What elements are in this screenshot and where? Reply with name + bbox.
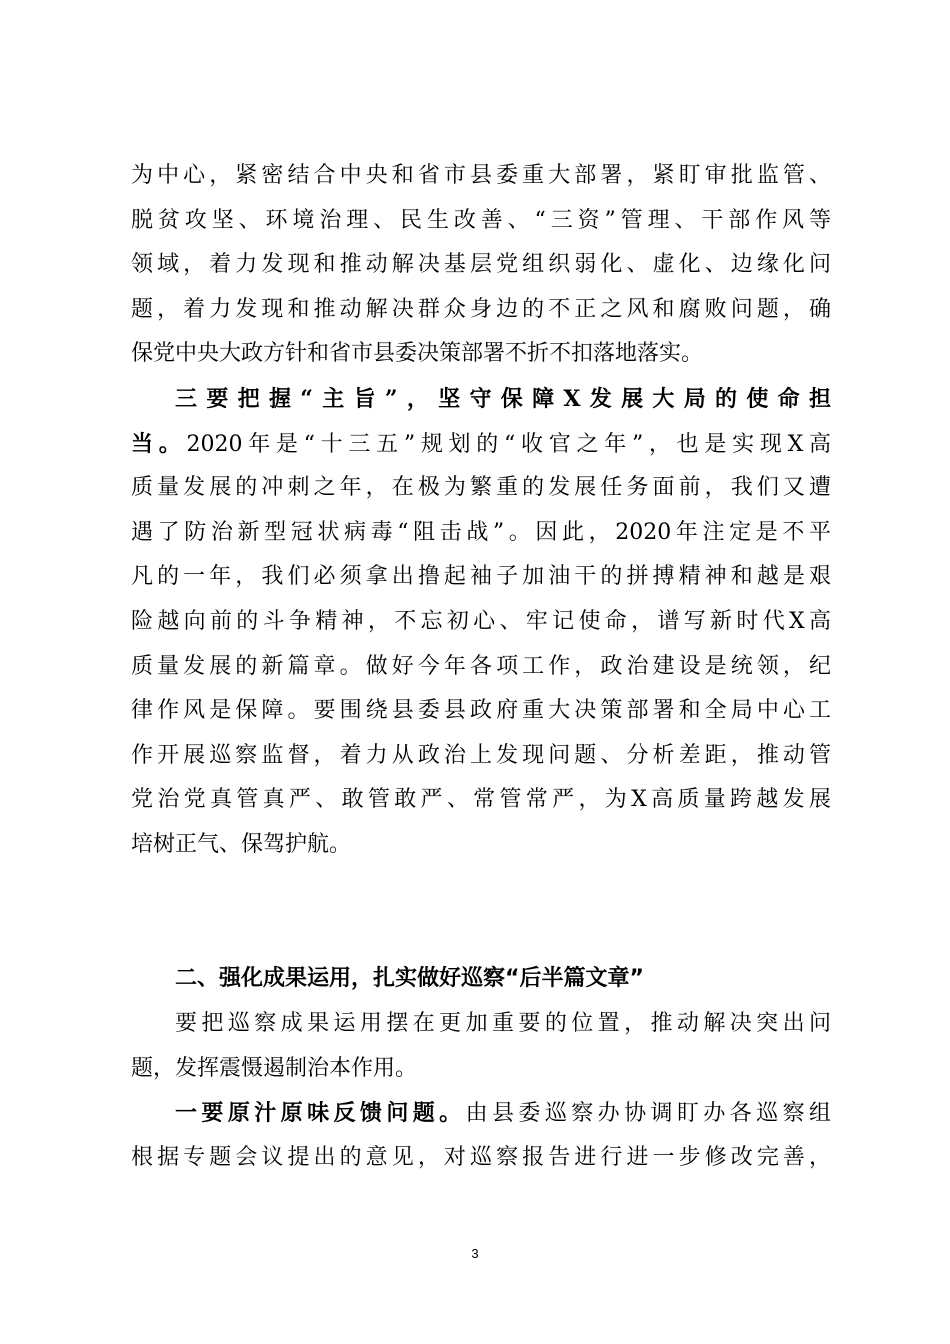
paragraph-1 — [131, 154, 831, 377]
paragraph-2 — [131, 377, 831, 868]
paragraph-lead: 三要把握“主旨”，坚守保障X发展大局的使命担 — [175, 386, 831, 412]
page-number: 3 — [471, 1246, 479, 1261]
text-line: 险越向前的斗争精神，不忘初心、牢记使命，谱写新时代X高 — [131, 608, 831, 634]
text-line: 题，着力发现和推动解决群众身边的不正之风和腐败问题，确 — [131, 296, 831, 322]
section-heading-2 — [131, 957, 831, 1002]
text-line: 领域，着力发现和推动解决基层党组织弱化、虚化、边缘化问 — [131, 252, 831, 278]
text-line: 题，发挥震慑遏制治本作用。 — [131, 1055, 418, 1081]
text-line: 保党中央大政方针和省市县委决策部署不折不扣落地落实。 — [131, 341, 704, 367]
text-line: 脱贫攻坚、环境治理、民生改善、“三资”管理、干部作风等 — [131, 207, 831, 233]
paragraph-lead-tail: 当。 — [131, 430, 187, 457]
paragraph-lead: 一要原汁原味反馈问题。 — [175, 1100, 466, 1126]
text-line: 培树正气、保驾护航。 — [131, 831, 352, 857]
text-line: 质量发展的新篇章。做好今年各项工作，政治建设是统领，纪 — [131, 653, 831, 679]
text-line: 质量发展的冲刺之年，在极为繁重的发展任务面前，我们又遭 — [131, 475, 831, 501]
text-line: 根据专题会议提出的意见，对巡察报告进行进一步修改完善， — [131, 1144, 831, 1170]
text-line: 律作风是保障。要围绕县委县政府重大决策部署和全局中心工 — [131, 698, 831, 724]
paragraph-3 — [131, 1002, 831, 1091]
text-line: 遇了防治新型冠状病毒“阻击战”。因此，2020年注定是不平 — [131, 519, 831, 545]
text-line: 作开展巡察监督，着力从政治上发现问题、分析差距，推动管 — [131, 742, 831, 768]
text-line: 要把巡察成果运用摆在更加重要的位置，推动解决突出问 — [175, 1011, 831, 1036]
text-line: 党治党真管真严、敢管敢严、常管常严，为X高质量跨越发展 — [131, 787, 831, 813]
text-line — [131, 1091, 831, 1136]
text-line: 为中心，紧密结合中央和省市县委重大部署，紧盯审批监管、 — [131, 163, 831, 188]
text-segment: 由县委巡察办协调盯办各巡察组 — [465, 1101, 831, 1126]
text-line: 凡的一年，我们必须拿出撸起袖子加油干的拼搏精神和越是艰 — [131, 564, 831, 590]
text-segment: 2020年是“十三五”规划的“收官之年”，也是实现X高 — [186, 431, 831, 457]
paragraph-4 — [131, 1091, 831, 1180]
text-line — [131, 422, 831, 467]
section-heading-text: 二、强化成果运用，扎实做好巡察“后半篇文章” — [175, 966, 644, 991]
